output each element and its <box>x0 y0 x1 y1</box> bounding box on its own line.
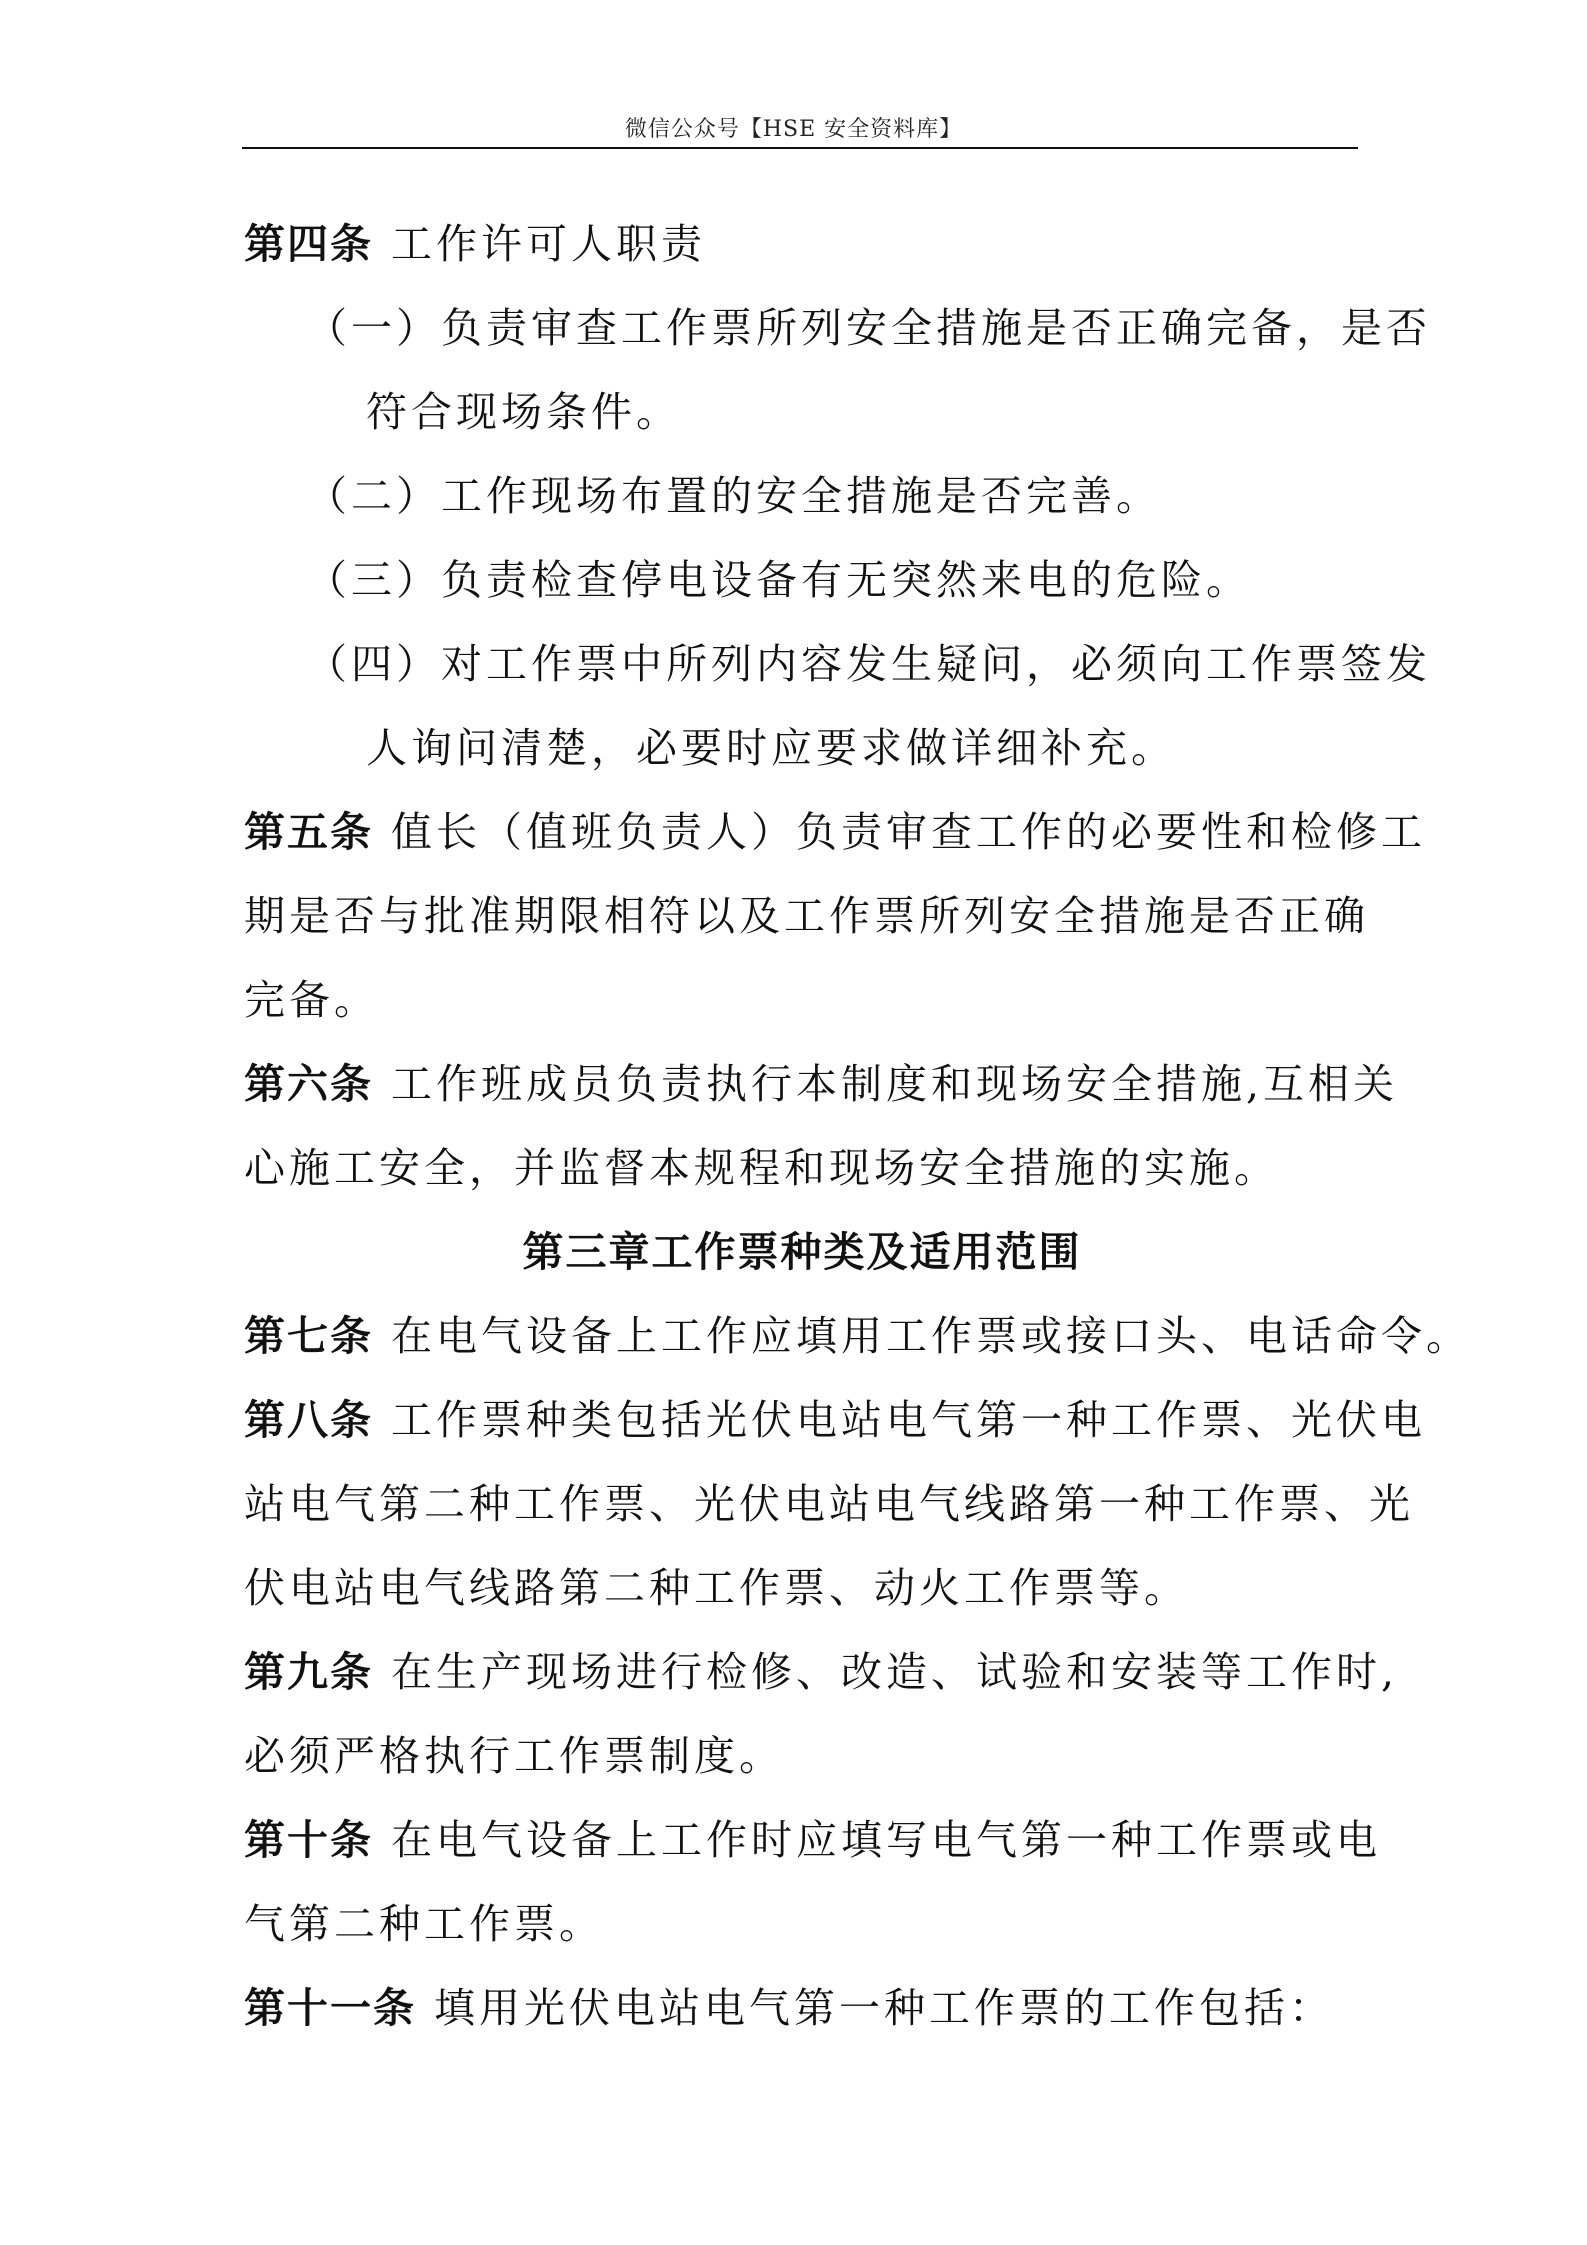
document-body <box>244 202 1471 2050</box>
article-text: 工作票种类包括光伏电站电气第一种工作票、光伏电 <box>391 1396 1426 1444</box>
article-text: 工作班成员负责执行本制度和现场安全措施,互相关 <box>391 1060 1399 1108</box>
article-text: 工作许可人职责 <box>391 220 706 268</box>
article-9-continued: 必须严格执行工作票制度。 <box>244 1732 784 1780</box>
article-5 <box>244 790 1426 874</box>
article-label: 第十一条 <box>244 1984 416 2032</box>
article-label: 第八条 <box>244 1396 373 1444</box>
article-4-heading <box>244 202 1360 286</box>
article-4-item-4: （四）对工作票中所列内容发生疑问，必须向工作票签发 <box>306 640 1431 688</box>
article-8-continued-2: 伏电站电气线路第二种工作票、动火工作票等。 <box>244 1564 1189 1612</box>
chapter-3-heading: 第三章工作票种类及适用范围 <box>522 1228 1082 1276</box>
header-divider <box>242 147 1358 149</box>
article-label: 第十条 <box>244 1816 373 1864</box>
article-text: 在生产现场进行检修、改造、试验和安装等工作时, <box>391 1648 1399 1696</box>
article-text: 在电气设备上工作时应填写电气第一种工作票或电 <box>391 1816 1381 1864</box>
article-text: 填用光伏电站电气第一种工作票的工作包括： <box>434 1984 1334 2032</box>
article-10-continued: 气第二种工作票。 <box>244 1900 604 1948</box>
article-6 <box>244 1042 1399 1126</box>
article-8-continued: 站电气第二种工作票、光伏电站电气线路第一种工作票、光 <box>244 1480 1414 1528</box>
article-4-item-1: （一）负责审查工作票所列安全措施是否正确完备，是否 <box>306 304 1431 352</box>
article-5-continued-2: 完备。 <box>244 976 379 1024</box>
article-text: 在电气设备上工作应填用工作票或接口头、电话命令。 <box>391 1312 1471 1360</box>
article-10 <box>244 1798 1381 1882</box>
article-label: 第五条 <box>244 808 373 856</box>
article-8 <box>244 1378 1426 1462</box>
article-4-item-2: （二）工作现场布置的安全措施是否完善。 <box>306 472 1161 520</box>
article-11 <box>244 1966 1360 2050</box>
article-label: 第六条 <box>244 1060 373 1108</box>
article-4-item-4-continued: 人询问清楚，必要时应要求做详细补充。 <box>366 724 1176 772</box>
article-6-continued: 心施工安全，并监督本规程和现场安全措施的实施。 <box>244 1144 1279 1192</box>
article-4-item-3: （三）负责检查停电设备有无突然来电的危险。 <box>306 556 1251 604</box>
article-label: 第四条 <box>244 220 373 268</box>
article-5-continued: 期是否与批准期限相符以及工作票所列安全措施是否正确 <box>244 892 1369 940</box>
article-text: 值长（值班负责人）负责审查工作的必要性和检修工 <box>391 808 1426 856</box>
article-7 <box>244 1294 1471 1378</box>
article-label: 第九条 <box>244 1648 373 1696</box>
article-4-item-1-continued: 符合现场条件。 <box>366 388 681 436</box>
page-header: 微信公众号【HSE 安全资料库】 <box>624 117 963 142</box>
article-label: 第七条 <box>244 1312 373 1360</box>
article-9 <box>244 1630 1399 1714</box>
